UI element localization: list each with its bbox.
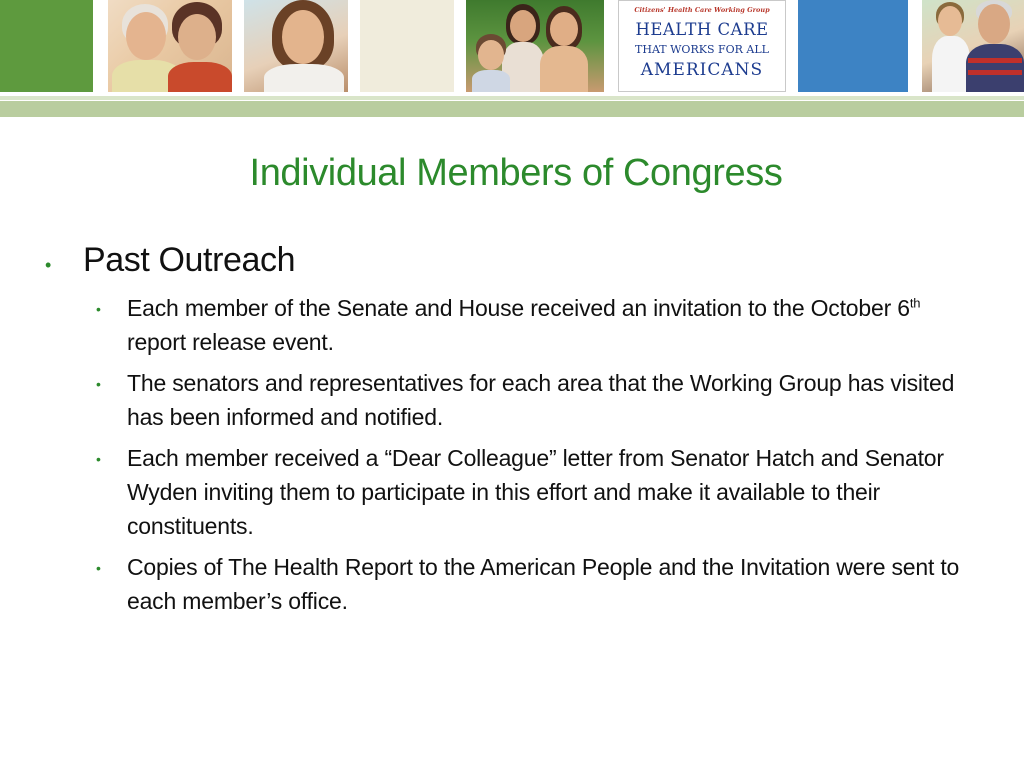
sub-bullet-marker: • [96,301,101,317]
sub-bullet-text-cont: constituents. [127,513,254,539]
bullet-marker: • [45,255,52,275]
logo-line-3: AMERICANS [640,60,764,80]
photo-grandfather-child [922,0,1024,92]
health-care-logo [618,0,786,92]
sub-bullet-invitation [127,291,999,359]
sub-bullet-text-cont: has been informed and notified. [127,404,444,430]
sub-bullet-dear-colleague [127,441,999,543]
sub-bullet-text: Copies of The Health Report to the American People and the Invitation were sent to [127,554,960,580]
sub-bullet-text-cont: Wyden inviting them to participate in this effort and make it available to their [127,479,880,505]
photo-senior-couple [108,0,232,92]
slide-title: Individual Members of Congress [249,152,783,194]
header-banner [0,0,1024,118]
sub-bullet-text-cont: each member’s office. [127,588,348,614]
beige-color-tile [360,0,454,92]
photo-children [466,0,604,92]
sub-bullet-text: Each member received a “Dear Colleague” letter from Senator Hatch and Senator [127,445,944,471]
sub-bullet-senators-informed [127,366,999,434]
green-color-tile [0,0,93,92]
sub-bullet-text-cont: report release event. [127,329,334,355]
sub-bullet-marker: • [96,451,101,467]
photo-smiling-woman [244,0,348,92]
sub-bullet-text: The senators and representatives for each area that the Working Group has visited [127,370,955,396]
banner-rule-light [0,96,1024,100]
bullet-past-outreach: Past Outreach [83,241,296,279]
logo-line-1: HEALTH CARE [635,20,769,39]
sub-bullet-copies-sent [127,550,999,618]
logo-small-caption: Citizens' Health Care Working Group [634,6,770,14]
blue-color-tile [798,0,908,92]
sub-bullet-marker: • [96,560,101,576]
logo-line-2: THAT WORKS FOR ALL [635,43,769,56]
banner-rule-green [0,101,1024,117]
sub-bullet-marker: • [96,376,101,392]
sub-bullet-text: Each member of the Senate and House received an invitation to the October 6 [127,295,910,321]
ordinal-suffix: th [909,295,921,311]
